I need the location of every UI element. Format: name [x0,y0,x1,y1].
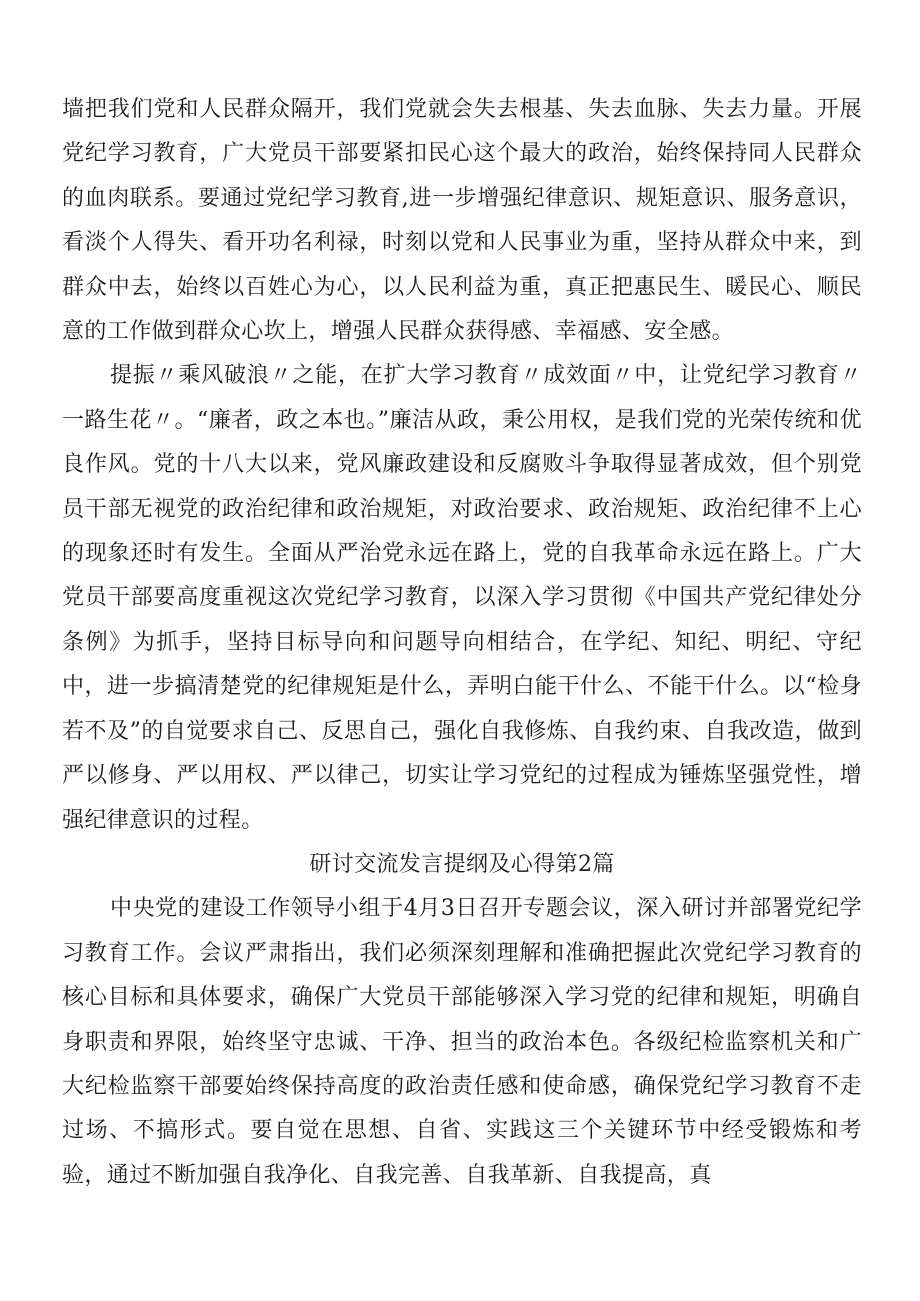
paragraph-second: 提振〃乘风破浪〃之能，在扩大学习教育〃成效面〃中，让党纪学习教育〃一路生花〃。“廉者，政之本也。”廉洁从政，秉公用权，是我们党的光荣传统和优良作风。党的十八大以来，党风廉政建设和反腐败斗争取得显著成效，但个别党员干部无视党的政治纪律和政治规矩，对政治要求、政治规矩、政治纪律不上心的现象还时有发生。全面从严治党永远在路上，党的自我革命永远在路上。广大党员干部要高度重视这次党纪学习教育，以深入学习贯彻《中国共产党纪律处分条例》为抓手，坚持目标导向和问题导向相结合，在学纪、知纪、明纪、守纪中，进一步搞清楚党的纪律规矩是什么，弄明白能干什么、不能干什么。以“检身若不及”的自觉要求自己、反思自己，强化自我修炼、自我约束、自我改造，做到严以修身、严以用权、严以律己，切实让学习党纪的过程成为锤炼坚强党性，增强纪律意识的过程。 [62,363,862,833]
document-body [62,88,862,1198]
section-heading: 研讨交流发言提纲及心得第2篇 [309,851,615,877]
paragraph-continued: 墙把我们党和人民群众隔开，我们党就会失去根基、失去血脉、失去力量。开展党纪学习教育，广大党员干部要紧扣民心这个最大的政治，始终保持同人民群众的血肉联系。要通过党纪学习教育,进一步增强纪律意识、规矩意识、服务意识，看淡个人得失、看开功名利禄，时刻以党和人民事业为重，坚持从群众中来，到群众中去，始终以百姓心为心，以人民利益为重，真正把惠民生、暖民心、顺民意的工作做到群众心坎上，增强人民群众获得感、幸福感、安全感。 [62,97,862,345]
paragraph-section-2: 中央党的建设工作领导小组于4月3日召开专题会议，深入研讨并部署党纪学习教育工作。会议严肃指出，我们必须深刻理解和准确把握此次党纪学习教育的核心目标和具体要求，确保广大党员干部能够深入学习党的纪律和规矩，明确自身职责和界限，始终坚守忠诚、干净、担当的政治本色。各级纪检监察机关和广大纪检监察干部要始终保持高度的政治责任感和使命感，确保党纪学习教育不走过场、不搞形式。要自觉在思想、自省、实践这三个关键环节中经受锻炼和考验，通过不断加强自我净化、自我完善、自我革新、自我提高，真 [62,896,862,1188]
